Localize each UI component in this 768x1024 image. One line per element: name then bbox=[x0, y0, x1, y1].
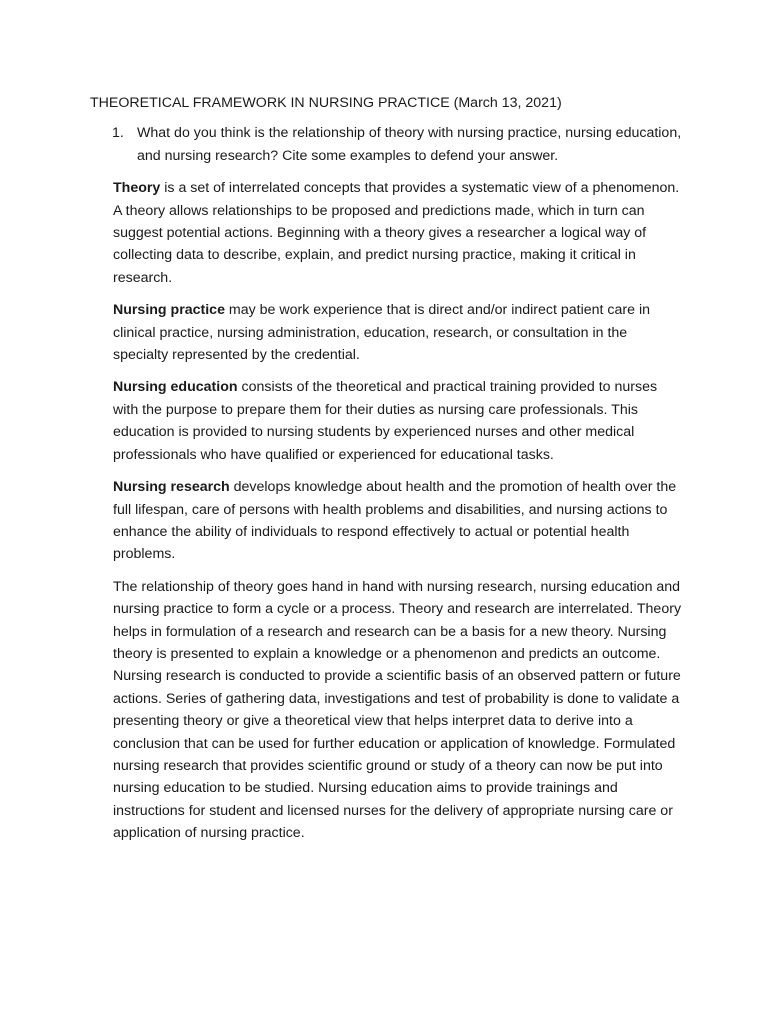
definition-nursing-education: consists of the theoretical and practical training provided to nurses with the purpose to prepare them for their duties as nursing care professionals. This education is provided to nursing students by experienced nurses and other medical professionals who have qualified or experienced for educational tasks. bbox=[113, 379, 658, 463]
definition-nursing-research: develops knowledge about health and the promotion of health over the full lifespan, care of persons with health problems and disabilities, and nursing actions to enhance the ability of individuals to respond effectively to actual or potential health problems. bbox=[113, 479, 677, 563]
paragraph-nursing-practice bbox=[113, 299, 686, 366]
definition-theory: is a set of interrelated concepts that provides a systematic view of a phenomenon. A theory allows relationships to be proposed and predictions made, which in turn can suggest potential actions. Beginning with a theory gives a researcher a logical way of collecting data to describe, explain, and predict nursing practice, making it critical in research. bbox=[113, 180, 680, 286]
paragraph-theory bbox=[113, 177, 686, 289]
question-item bbox=[90, 122, 686, 167]
question-text: What do you think is the relationship of theory with nursing practice, nursing education, and nursing research? Cite some examples to defend your answer. bbox=[137, 125, 682, 164]
paragraph-nursing-research bbox=[113, 476, 686, 566]
document-body bbox=[90, 92, 686, 855]
definition-nursing-practice: may be work experience that is direct and/or indirect patient care in clinical practice, nursing administration, education, research, or consultation in the specialty represented by the credential. bbox=[113, 302, 651, 364]
term-nursing-education: Nursing education bbox=[113, 379, 238, 396]
term-theory: Theory bbox=[113, 180, 161, 197]
document-title: THEORETICAL FRAMEWORK IN NURSING PRACTICE (March 13, 2021) bbox=[90, 95, 562, 111]
paragraph-nursing-education bbox=[113, 376, 686, 466]
question-number: 1. bbox=[112, 125, 124, 142]
paragraph-relationship bbox=[113, 576, 686, 845]
term-nursing-practice: Nursing practice bbox=[113, 302, 225, 319]
term-nursing-research: Nursing research bbox=[113, 479, 230, 496]
relationship-text: The relationship of theory goes hand in hand with nursing research, nursing education and nursing practice to form a cycle or a process. Theory and research are interrelated. Theory helps in formulation of a research and research can be a basis for a new theory. Nursing theory is presented to explain a knowledge or a phenomenon and predicts an outcome. Nursing research is conducted to provide a scientific basis of an observed pattern or future actions. Series of gathering data, investigations and test of probability is done to validate a presenting theory or give a theoretical view that helps interpret data to derive into a conclusion that can be used for further education or application of knowledge. Formulated nursing research that provides scientific ground or study of a theory can now be put into nursing education to be studied. Nursing education aims to provide trainings and instructions for student and licensed nurses for the delivery of appropriate nursing care or application of nursing practice. bbox=[113, 578, 682, 842]
